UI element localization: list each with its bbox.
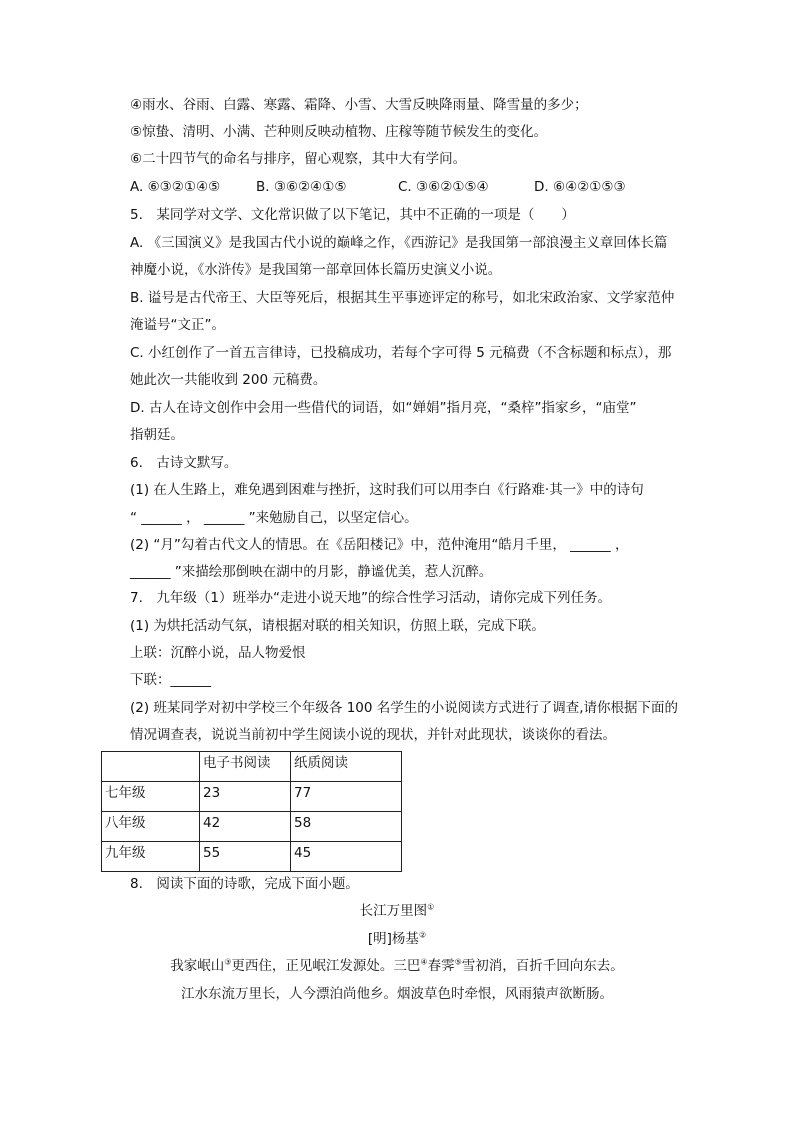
- footnote-marker: ④: [420, 957, 428, 967]
- option-b: B. ③⑥②④①⑤: [256, 179, 347, 195]
- q5-stem: 5. 某同学对文学、文化常识做了以下笔记，其中不正确的一项是（ ）: [130, 207, 575, 223]
- poem-text: 春霁: [427, 958, 455, 974]
- poem-line: 江水东流万里长，人今漂泊尚他乡。烟波草色时牵恨，风雨猿声欲断肠。: [181, 986, 613, 1002]
- table-cell-grade: 八年级: [102, 812, 200, 842]
- list-item: ⑤惊蛰、清明、小满、芒种则反映动植物、庄稼等随节候发生的变化。: [130, 124, 548, 140]
- table-cell: 42: [200, 812, 291, 842]
- poem-text: 更西住，正见岷江发源处。三巴: [231, 958, 421, 974]
- q5-option-b-cont: 淹谥号“文正”。: [130, 317, 225, 333]
- footnote-marker: ③: [224, 957, 232, 967]
- option-c: C. ③⑥②①⑤④: [398, 179, 489, 195]
- table-row: [102, 842, 402, 872]
- table-cell: 77: [291, 782, 402, 812]
- list-item: ⑥二十四节气的命名与排序，留心观察，其中大有学问。: [130, 151, 467, 167]
- footnote-marker: ①: [427, 902, 435, 912]
- table-cell-grade: 九年级: [102, 842, 200, 872]
- table-header-cell: 电子书阅读: [200, 752, 291, 782]
- table-row: [102, 812, 402, 842]
- option-d: D. ⑥④②①⑤③: [534, 179, 626, 195]
- poem-text: 我家岷山: [170, 958, 225, 974]
- footnote-marker: ⑤: [454, 957, 462, 967]
- q6-part1: (1) 在人生路上，难免遇到困难与挫折，这时我们可以用李白《行路难·其一》中的诗句: [130, 482, 644, 498]
- footnote-marker: ②: [418, 930, 427, 940]
- poem-author: [0, 929, 794, 949]
- table-cell: 55: [200, 842, 291, 872]
- list-item: ④雨水、谷雨、白露、寒露、霜降、小雪、大雪反映降雨量、降雪量的多少；: [130, 97, 588, 113]
- q5-option-b: B. 谥号是古代帝王、大臣等死后，根据其生平事迹评定的称号，如北宋政治家、文学家范仲: [130, 290, 675, 306]
- couplet-upper: 上联：沉醉小说，品人物爱恨: [130, 645, 306, 661]
- table-cell: 58: [291, 812, 402, 842]
- q6-part1-blanks: “ ______ ， ______ ”来勉励自己，以坚定信心。: [130, 510, 418, 526]
- table-header-cell: 纸质阅读: [291, 752, 402, 782]
- table-cell: 45: [291, 842, 402, 872]
- poem-title: [0, 901, 794, 921]
- q5-option-d-cont: 指朝廷。: [130, 427, 184, 443]
- poem-author-text: [明]杨基: [367, 931, 419, 947]
- q8-stem: 8. 阅读下面的诗歌，完成下面小题。: [130, 876, 359, 892]
- poem-title-text: 长江万里图: [359, 903, 428, 919]
- q5-option-a-cont: 神魔小说，《水浒传》是我国第一部章回体长篇历史演义小说。: [130, 262, 502, 278]
- q5-option-a: A. 《三国演义》是我国古代小说的巅峰之作，《西游记》是我国第一部浪漫主义章回体长篇: [130, 235, 668, 251]
- q7-stem: 7. 九年级（1）班举办“走进小说天地”的综合性学习活动，请你完成下列任务。: [130, 590, 611, 606]
- q5-option-d: D. 古人在诗文创作中会用一些借代的词语，如“婵娟”指月亮，“桑梓”指家乡，“庙堂”: [130, 400, 637, 416]
- q6-part2-blanks: ______ ”来描绘那倒映在湖中的月影，静谧优美，惹人沉醉。: [130, 564, 493, 580]
- couplet-lower: 下联：______: [130, 672, 211, 688]
- poem-line: [0, 956, 794, 976]
- q6-stem: 6. 古诗文默写。: [130, 455, 238, 471]
- q4-options: [130, 177, 626, 197]
- table-cell: 23: [200, 782, 291, 812]
- q5-option-c: C. 小红创作了一首五言律诗，已投稿成功，若每个字可得 5 元稿费（不含标题和标点），那: [130, 345, 672, 361]
- q6-part2: (2) “月”勾着古代文人的情思。在《岳阳楼记》中，范仲淹用“皓月千里， ______ ，: [130, 537, 629, 553]
- survey-table: [101, 751, 402, 872]
- option-a: A. ⑥③②①④⑤: [130, 179, 221, 195]
- q7-part2-cont: 情况调查表，说说当前初中学生阅读小说的现状，并针对此现状，谈谈你的看法。: [130, 727, 616, 743]
- q5-option-c-cont: 她此次一共能收到 200 元稿费。: [130, 372, 327, 388]
- table-header-row: [102, 752, 402, 782]
- q7-part1: (1) 为烘托活动气氛，请根据对联的相关知识，仿照上联，完成下联。: [130, 618, 545, 634]
- table-header-cell: [102, 752, 200, 782]
- table-row: [102, 782, 402, 812]
- poem-text: 雪初消，百折千回向东去。: [461, 958, 624, 974]
- table-cell-grade: 七年级: [102, 782, 200, 812]
- q7-part2: (2) 班某同学对初中学校三个年级各 100 名学生的小说阅读方式进行了调查,请你根据下面的: [130, 700, 679, 716]
